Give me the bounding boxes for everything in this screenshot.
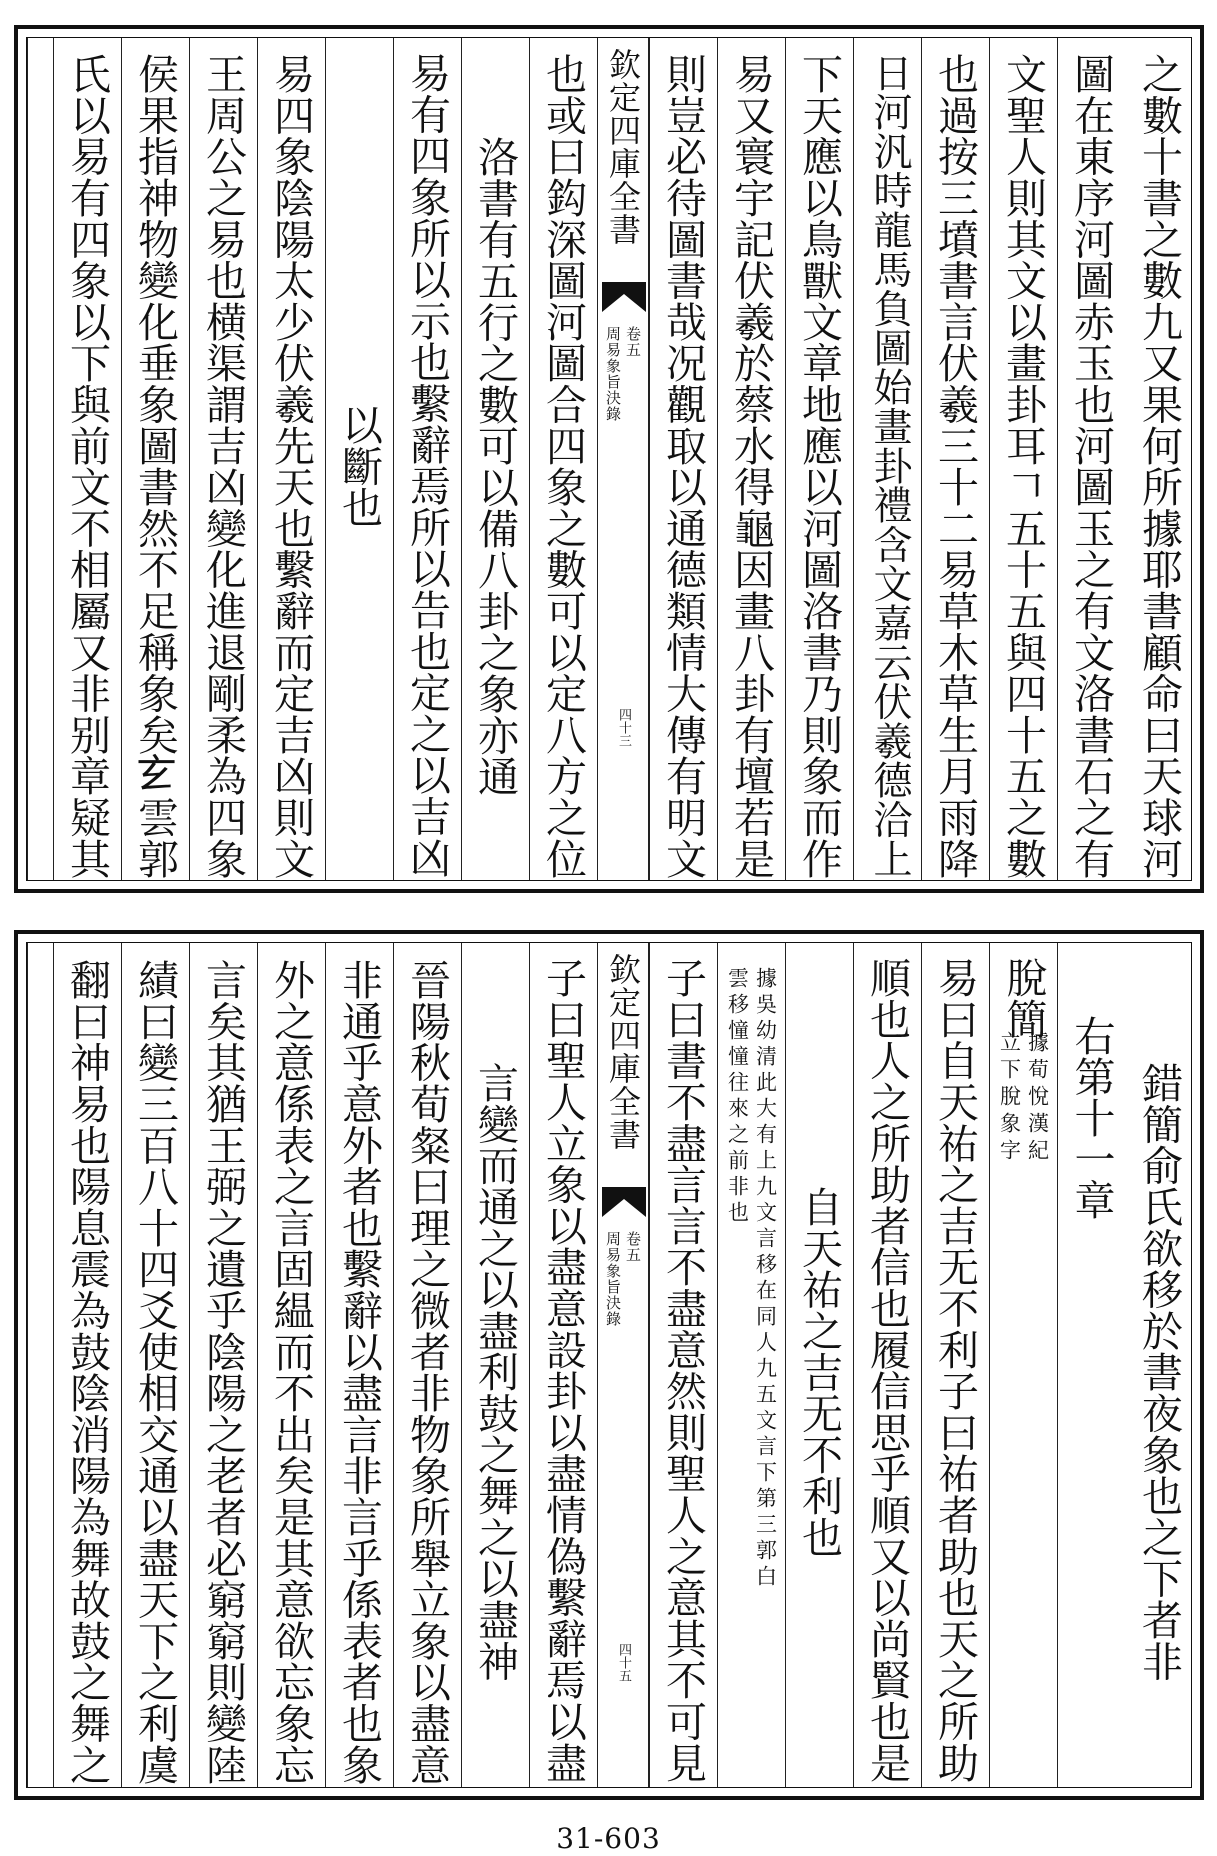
text-column bbox=[393, 38, 461, 880]
column-text: 翻曰神易也陽息震為鼓陰消陽為舞故鼓之舞之 bbox=[63, 959, 111, 1785]
gutter-title: 欽定四庫全書 bbox=[604, 48, 642, 246]
column-text: 言變而通之以盡利鼓之舞之以盡神 bbox=[471, 1062, 519, 1682]
text-column bbox=[921, 38, 989, 880]
column-text: 易有四象所以示也繫辭焉所以告也定之以吉凶 bbox=[403, 52, 451, 878]
column-text: 子曰書不盡言言不盡意然則聖人之意其不可見 bbox=[659, 957, 707, 1783]
gutter-book-info bbox=[598, 1231, 648, 1327]
margin-column bbox=[27, 38, 53, 880]
column-text: 也或曰鈎深圖河圖合四象之數可以定八方之位 bbox=[539, 53, 587, 879]
page-number: 31-603 bbox=[556, 1822, 661, 1855]
text-column bbox=[785, 38, 853, 880]
column-text: 言矣其猶王弼之遺乎陰陽之老者必窮窮則變陸 bbox=[199, 959, 247, 1785]
text-column bbox=[257, 943, 325, 1787]
column-text: 自天祐之吉无不利也 bbox=[795, 1186, 843, 1558]
gutter-book-info bbox=[598, 326, 648, 422]
annotation-note: 據荀悅漢紀立下脫象字 bbox=[997, 1031, 1050, 1166]
text-column bbox=[121, 38, 189, 880]
column-text: 洛書有五行之數可以備八卦之象亦通 bbox=[471, 135, 519, 797]
column-text: 也過按三墳書言伏羲三十二易草木草生月雨降 bbox=[931, 53, 979, 879]
fish-tail-mark bbox=[602, 1187, 646, 1219]
text-column bbox=[1057, 943, 1125, 1787]
gutter-title: 欽定四庫全書 bbox=[604, 953, 642, 1151]
text-column bbox=[989, 38, 1057, 880]
column-text: 侯果指神物變化垂象圖書然不足稱象矣𤣥雲郭 bbox=[131, 53, 179, 879]
top-page-frame bbox=[26, 37, 1192, 881]
text-column bbox=[1125, 38, 1193, 880]
text-column bbox=[717, 38, 785, 880]
text-column bbox=[1057, 38, 1125, 880]
gutter-book-title: 周易象旨決錄 bbox=[604, 326, 622, 422]
text-column bbox=[529, 943, 597, 1787]
bottom-page-frame bbox=[26, 942, 1192, 1788]
text-column bbox=[853, 38, 921, 880]
text-column bbox=[649, 943, 717, 1787]
column-text: 非通乎意外者也繫辭以盡言非言乎係表者也象 bbox=[335, 959, 383, 1785]
column-text: 下天應以鳥獸文章地應以河圖洛書乃則象而作 bbox=[795, 53, 843, 879]
column-text: 易四象陰陽太少伏羲先天也繫辭而定吉凶則文 bbox=[267, 53, 315, 879]
gutter-page-number: 四十五 bbox=[616, 1643, 631, 1682]
text-column bbox=[989, 943, 1057, 1787]
chapter-heading: 右第十一章 bbox=[1067, 1015, 1116, 1220]
text-column bbox=[1125, 943, 1193, 1787]
column-text: 日河汎時龍馬負圖始畫卦禮含文嘉云伏羲德洽上 bbox=[867, 53, 912, 879]
text-column bbox=[529, 38, 597, 880]
text-column bbox=[853, 943, 921, 1787]
column-text: 晉陽秋荀粲曰理之微者非物象所舉立象以盡意 bbox=[403, 959, 451, 1785]
text-column bbox=[461, 943, 529, 1787]
column-text: 文聖人則其文以畫卦耳𠃍五十五與四十五之數 bbox=[999, 53, 1047, 879]
text-column bbox=[53, 943, 121, 1787]
text-column bbox=[189, 38, 257, 880]
text-column bbox=[393, 943, 461, 1787]
text-column bbox=[717, 943, 785, 1787]
column-text: 外之意係表之言固緼而不出矣是其意欲忘象忘 bbox=[267, 959, 315, 1785]
column-text: 錯簡俞氏欲移於書夜象也之下者非 bbox=[1135, 1062, 1183, 1682]
gutter-volume: 卷五 bbox=[624, 1231, 642, 1263]
text-column bbox=[461, 38, 529, 880]
column-text: 圖在東序河圖赤玉也河圖玉之有文洛書石之有 bbox=[1067, 53, 1115, 879]
page-gutter bbox=[597, 38, 649, 880]
text-column bbox=[257, 38, 325, 880]
text-column bbox=[53, 38, 121, 880]
gutter-volume: 卷五 bbox=[624, 326, 642, 358]
column-text: 之數十書之數九又果何所據耶書顧命曰天球河 bbox=[1135, 53, 1183, 879]
column-text: 子曰聖人立象以盡意設卦以盡情偽繫辭焉以盡 bbox=[539, 957, 587, 1783]
gutter-page-number: 四十三 bbox=[616, 708, 631, 747]
page-gutter bbox=[597, 943, 649, 1787]
column-text: 則豈必待圖書哉况觀取以通德類情大傳有明文 bbox=[659, 53, 707, 879]
text-column bbox=[649, 38, 717, 880]
column-text: 績曰變三百八十四爻使相交通以盡天下之利虞 bbox=[131, 959, 179, 1785]
column-text: 順也人之所助者信也履信思乎順又以尚賢也是 bbox=[863, 957, 911, 1783]
text-column bbox=[121, 943, 189, 1787]
text-column bbox=[325, 38, 393, 880]
margin-column bbox=[27, 943, 53, 1787]
text-column bbox=[921, 943, 989, 1787]
text-column bbox=[785, 943, 853, 1787]
column-text: 易又寰宇記伏羲於蔡水得龜因畫八卦有壇若是 bbox=[727, 53, 775, 879]
text-column bbox=[325, 943, 393, 1787]
column-text: 氏以易有四象以下與前文不相屬又非别章疑其 bbox=[63, 53, 111, 879]
fish-tail-mark bbox=[602, 282, 646, 314]
bottom-page-panel bbox=[14, 930, 1204, 1800]
column-text: 王周公之易也横渠謂吉凶變化進退剛柔為四象 bbox=[199, 53, 247, 879]
gutter-book-title: 周易象旨決錄 bbox=[604, 1231, 622, 1327]
column-text: 以斷也 bbox=[335, 404, 383, 528]
text-column bbox=[189, 943, 257, 1787]
top-page-panel bbox=[14, 25, 1204, 893]
column-text: 易曰自天祐之吉无不利子曰祐者助也天之所助 bbox=[931, 957, 979, 1783]
section-heading: 脫簡 bbox=[999, 957, 1048, 1039]
annotation-note: 據吳幼清此大有上九文言移在同人九五文言下第三郭白雲移憧憧往來之前非也 bbox=[725, 967, 778, 1591]
